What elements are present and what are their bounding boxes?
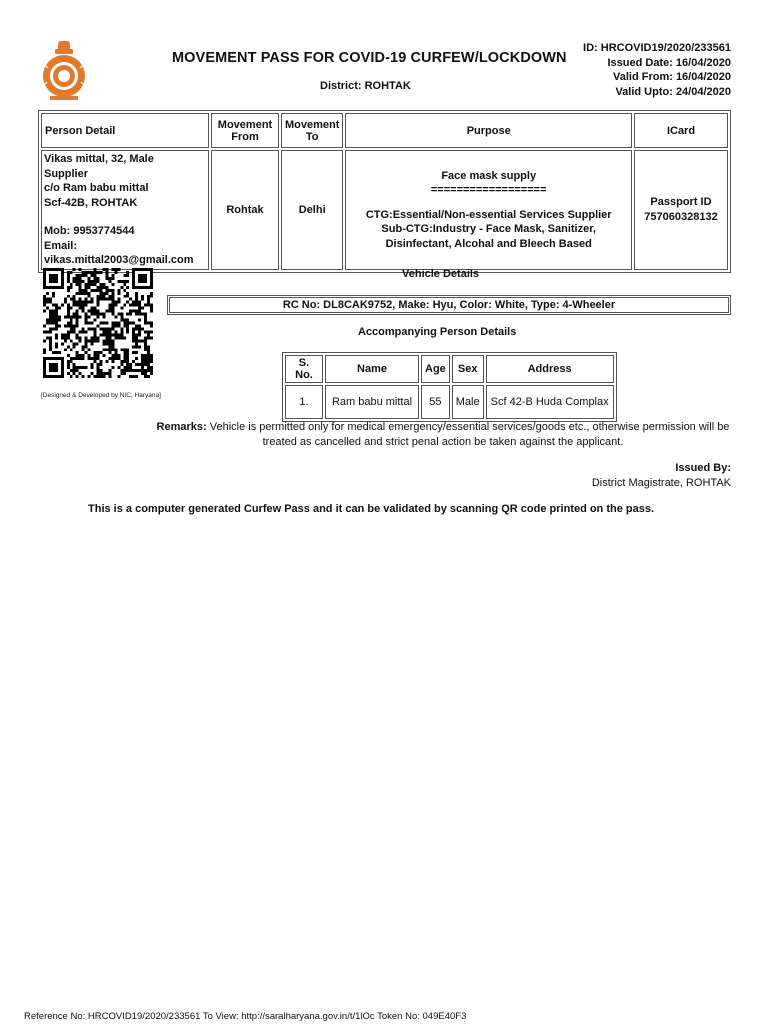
acc-name: Ram babu mittal bbox=[325, 385, 419, 419]
movement-from-cell: Rohtak bbox=[211, 150, 279, 270]
issued-by-label: Issued By: bbox=[675, 462, 731, 474]
issued-by bbox=[592, 461, 731, 490]
vehicle-heading: Vehicle Details bbox=[402, 268, 480, 280]
acc-header-name: Name bbox=[325, 355, 419, 383]
accompanying-table bbox=[282, 352, 617, 422]
person-email-label: Email: bbox=[44, 239, 78, 252]
person-mobile: Mob: 9953774544 bbox=[44, 225, 135, 237]
person-email: vikas.mittal2003@gmail.com bbox=[44, 254, 194, 266]
acc-header-address: Address bbox=[486, 355, 614, 383]
acc-header-sex: Sex bbox=[452, 355, 484, 383]
icard-number: 757060328132 bbox=[644, 210, 718, 223]
nic-credit: [Designed & Developed by NIC, Haryana] bbox=[41, 392, 161, 399]
pass-id: ID: HRCOVID19/2020/233561 bbox=[583, 42, 731, 54]
issued-date: Issued Date: 16/04/2020 bbox=[607, 56, 731, 69]
pass-details-table bbox=[38, 110, 731, 273]
remarks-label: Remarks: bbox=[156, 421, 207, 433]
header-icard: ICard bbox=[634, 113, 728, 148]
person-address: Scf-42B, ROHTAK bbox=[44, 196, 138, 209]
header-movement-to: Movement To bbox=[281, 113, 343, 148]
valid-upto: Valid Upto: 24/04/2020 bbox=[615, 85, 731, 98]
purpose-subcategory: Sub-CTG:Industry - Face Mask, Sanitizer, Disinfectant, Alcohal and Bleech Based bbox=[381, 223, 596, 250]
acc-header-age: Age bbox=[421, 355, 450, 383]
acc-header-sno: S. No. bbox=[285, 355, 323, 383]
footer-reference: Reference No: HRCOVID19/2020/233561 To View: http://saralharyana.gov.in/t/1lOc Token No: 049E40F3 bbox=[24, 1011, 467, 1022]
vehicle-details-box bbox=[167, 295, 731, 315]
vehicle-details: RC No: DL8CAK9752, Make: Hyu, Color: White, Type: 4-Wheeler bbox=[169, 297, 729, 313]
icard-type: Passport ID bbox=[650, 195, 712, 208]
qr-code-icon bbox=[43, 268, 153, 378]
valid-from: Valid From: 16/04/2020 bbox=[612, 71, 731, 83]
person-name-age-sex: Vikas mittal, 32, Male bbox=[44, 153, 154, 165]
movement-to-cell: Delhi bbox=[281, 150, 343, 270]
header-purpose: Purpose bbox=[345, 113, 632, 148]
icard-cell bbox=[634, 150, 728, 270]
person-relation: c/o Ram babu mittal bbox=[44, 182, 149, 194]
purpose-category: CTG:Essential/Non-essential Services Supplier bbox=[365, 208, 612, 221]
person-detail-cell bbox=[41, 150, 209, 270]
person-role: Supplier bbox=[44, 167, 89, 180]
computer-generated-note: This is a computer generated Curfew Pass and it can be validated by scanning QR code printed on the pass. bbox=[88, 503, 655, 515]
acc-address: Scf 42-B Huda Complax bbox=[486, 385, 614, 419]
district-label: District: ROHTAK bbox=[320, 80, 411, 92]
purpose-cell bbox=[345, 150, 632, 270]
purpose-separator: ================== bbox=[430, 184, 547, 196]
remarks bbox=[155, 420, 731, 449]
issued-by-authority: District Magistrate, ROHTAK bbox=[591, 476, 731, 489]
remarks-text: Vehicle is permitted only for medical emergency/essential services/goods etc., otherwise permission will be treated as cancelled and strict penal action be taken against the applicant. bbox=[209, 421, 730, 448]
accompanying-heading: Accompanying Person Details bbox=[358, 326, 517, 338]
purpose-title: Face mask supply bbox=[441, 169, 537, 182]
acc-sex: Male bbox=[452, 385, 484, 419]
acc-age: 55 bbox=[421, 385, 450, 419]
table-row bbox=[285, 385, 614, 419]
haryana-emblem-icon bbox=[38, 38, 90, 102]
pass-meta bbox=[583, 41, 731, 99]
page-title: MOVEMENT PASS FOR COVID-19 CURFEW/LOCKDOWN bbox=[172, 50, 567, 66]
header-movement-from: Movement From bbox=[211, 113, 279, 148]
header-person-detail: Person Detail bbox=[41, 113, 209, 148]
acc-sno: 1. bbox=[285, 385, 323, 419]
